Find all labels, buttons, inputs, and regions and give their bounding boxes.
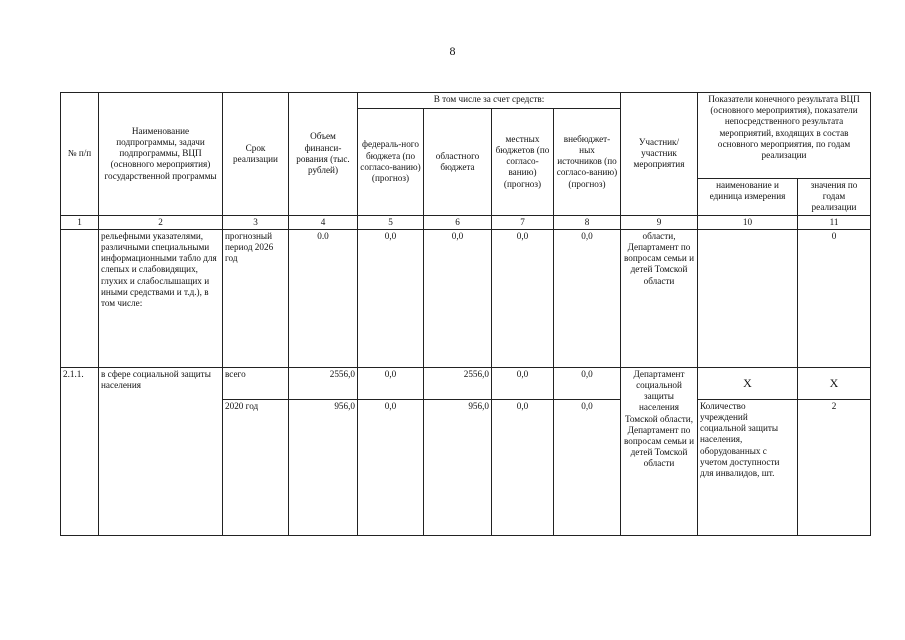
program-table (60, 92, 871, 536)
header-period: Срок реализации (223, 93, 289, 216)
row-total: 956,0 (289, 399, 358, 535)
column-number-row (61, 215, 871, 229)
header-name: Наименование подпрограммы, задачи подпрограммы, ВЦП (основного мероприятия) государственной программы (99, 93, 223, 216)
column-number: 9 (621, 215, 698, 229)
column-number: 6 (424, 215, 492, 229)
row-participant: Департамент социальной защиты населения Томской области, Департамент по вопросам семьи и детей Томской области (621, 367, 698, 535)
column-number: 8 (554, 215, 621, 229)
row-num: 2.1.1. (61, 367, 99, 535)
row-name: рельефными указателями, различными специальными информационными табло для слепых и слабовидящих, глухих и слабослышащих и иными средствами и т.д.), в том числе: (99, 229, 223, 367)
row-value: 0 (798, 229, 871, 367)
row-extra: 0,0 (554, 399, 621, 535)
row-regional: 2556,0 (424, 367, 492, 399)
row-extra: 0,0 (554, 229, 621, 367)
row-total: 0.0 (289, 229, 358, 367)
header-indicator-values: значения по годам реализации (798, 179, 871, 216)
row-indicator (698, 229, 798, 367)
column-number: 3 (223, 215, 289, 229)
row-period: 2020 год (223, 399, 289, 535)
column-number: 4 (289, 215, 358, 229)
column-number: 2 (99, 215, 223, 229)
row-local: 0,0 (492, 367, 554, 399)
header-indicator-name: наименование и единица измерения (698, 179, 798, 216)
column-number: 5 (358, 215, 424, 229)
row-period: прогнозный период 2026 год (223, 229, 289, 367)
header-local: местных бюджетов (по согласо-ванию) (прогноз) (492, 109, 554, 216)
row-regional: 956,0 (424, 399, 492, 535)
page-number: 8 (449, 44, 456, 58)
row-value: Х (798, 367, 871, 399)
column-number: 11 (798, 215, 871, 229)
header-federal: федераль-ного бюджета (по согласо-ванию) (прогноз) (358, 109, 424, 216)
row-local: 0,0 (492, 399, 554, 535)
row-participant: области, Департамент по вопросам семьи и детей Томской области (621, 229, 698, 367)
row-federal: 0,0 (358, 229, 424, 367)
row-name: в сфере социальной защиты населения (99, 367, 223, 535)
header-total: Объем финанси-рования (тыс. рублей) (289, 93, 358, 216)
header-indicators-group: Показатели конечного результата ВЦП (основного мероприятия), показатели непосредственного результата мероприятий, входящих в состав основного мероприятия, по годам реализации (698, 93, 871, 179)
table-row-continuation (61, 229, 871, 367)
row-value: 2 (798, 399, 871, 535)
row-federal: 0,0 (358, 367, 424, 399)
row-period: всего (223, 367, 289, 399)
header-extra: внебюджет-ных источников (по согласо-ванию) (прогноз) (554, 109, 621, 216)
column-number: 1 (61, 215, 99, 229)
header-row-1 (61, 93, 871, 109)
row-num (61, 229, 99, 367)
table-row-2-1-1 (61, 367, 871, 399)
row-federal: 0,0 (358, 399, 424, 535)
row-local: 0,0 (492, 229, 554, 367)
column-number: 10 (698, 215, 798, 229)
header-regional: областного бюджета (424, 109, 492, 216)
row-extra: 0,0 (554, 367, 621, 399)
header-participant: Участник/ участник мероприятия (621, 93, 698, 216)
row-total: 2556,0 (289, 367, 358, 399)
row-indicator: Х (698, 367, 798, 399)
column-number: 7 (492, 215, 554, 229)
row-indicator: Количество учреждений социальной защиты населения, оборудованных с учетом доступности для инвалидов, шт. (698, 399, 798, 535)
row-regional: 0,0 (424, 229, 492, 367)
header-num: № п/п (61, 93, 99, 216)
header-funding-group: В том числе за счет средств: (358, 93, 621, 109)
